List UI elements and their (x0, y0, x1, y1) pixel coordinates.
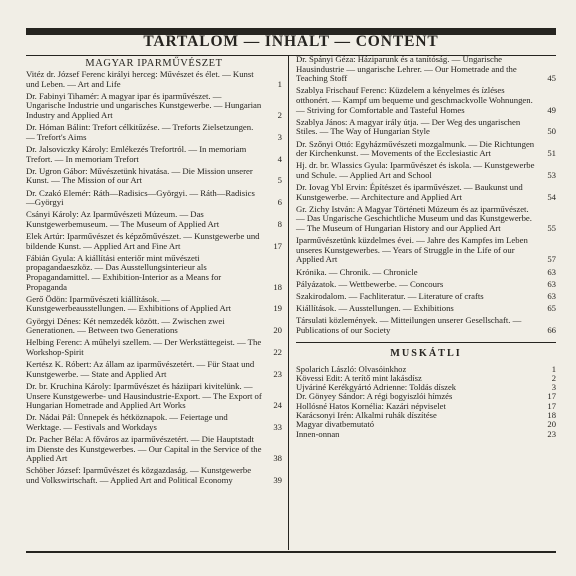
right-entries (296, 55, 556, 336)
right-column (296, 55, 556, 439)
left-entries (26, 70, 282, 486)
entry-text: Gerő Ödön: Iparművészeti kiállítások. — Kunstgewerbeausstellungen. — Exhibitions of Applied Art (26, 293, 232, 314)
page-number: 23 (273, 368, 282, 379)
entry-text: Szakirodalom. — Fachliteratur. — Literature of crafts (296, 291, 484, 301)
toc-entry[interactable] (296, 205, 556, 234)
entry-text: Szablya Frischauf Ferenc: Küzdelem a kényelmes és ízléses otthonért. — Kampf um bequeme und geschmackvolle Wohnungen. — Striving for Comfortable and Tasteful Homes (296, 85, 533, 115)
entry-text: Dr. Czakó Elemér: Ráth—Radisics—Györgyi. — Ráth—Radisics—Györgyi (26, 187, 255, 208)
entry-text: Dr. Jalsoviczky Károly: Emlékezés Trefortról. — In memoriam Trefort. — In memoriam Trefort (26, 143, 247, 164)
page-number: 5 (277, 175, 282, 186)
toc-entry[interactable] (26, 360, 282, 379)
page-number: 18 (273, 281, 282, 292)
page-number: 2 (277, 109, 282, 120)
entry-text: Vitéz dr. József Ferenc királyi herceg: Művészet és élet. — Kunst und Leben. — Art and Life (26, 69, 254, 89)
page-number: 1 (551, 363, 556, 374)
page-number: 53 (547, 169, 556, 180)
entry-text: Dr. Ugron Gábor: Művészetünk hivatása. — Die Mission unserer Kunst. — The Mission of our Art (26, 165, 253, 186)
toc-entry[interactable] (26, 382, 282, 411)
toc-entry[interactable] (296, 292, 556, 302)
page-number: 66 (547, 324, 556, 335)
page-number: 51 (547, 148, 556, 159)
entry-text: Csányi Károly: Az Iparművészeti Múzeum. — Das Kunstgewerbemuseum. — The Museum of Applied Art (26, 209, 220, 229)
toc-entry[interactable] (26, 413, 282, 432)
toc-entry[interactable] (26, 210, 282, 229)
toc-entry[interactable] (26, 70, 282, 89)
page-number: 39 (273, 475, 282, 486)
page-number: 17 (547, 400, 556, 411)
entry-text: Dr. Hóman Bálint: Trefort célkitűzése. — Treforts Zielsetzungen. — Trefort's Aims (26, 122, 254, 142)
page-number: 3 (277, 131, 282, 142)
muskatli-list (296, 365, 556, 439)
page-number: 63 (547, 291, 556, 301)
page-number: 65 (547, 303, 556, 314)
toc-entry[interactable] (296, 316, 556, 335)
entry-text: Schöber József: Iparművészet és közgazdaság. — Kunstgewerbe und Volkswirtschaft. — Applied Art and Political Economy (26, 465, 252, 486)
page-number: 20 (273, 325, 282, 336)
toc-entry[interactable] (296, 140, 556, 159)
toc-entry[interactable] (296, 268, 556, 278)
entry-text: Szablya János: A magyar irály útja. — Der Weg des ungarischen Stiles. — The Way of Hungarian Style (296, 116, 521, 137)
entry-text: Dr. Fabinyi Tihamér: A magyar ipar és iparművészet. — Ungarische Industrie und ungarisches Kunstgewerbe. — Hungarian Industry and Applied Art (26, 90, 262, 120)
page-number: 50 (547, 126, 556, 137)
page-number: 63 (547, 278, 556, 289)
entry-text: Dr. Gönyey Sándor: A régi bogyiszlói hímzés (296, 391, 453, 402)
section-title-muskatli: MUSKÁTLI (390, 347, 462, 359)
toc-entry[interactable] (26, 123, 282, 142)
toc-entry[interactable] (26, 295, 282, 314)
entry-text: Helbing Ferenc: A műhelyi szellem. — Der Werkstättegeist. — The Workshop-Spirit (26, 337, 262, 357)
toc-entry[interactable] (26, 232, 282, 251)
page-number: 24 (273, 400, 282, 411)
entry-text: Krónika. — Chronik. — Chronicle (296, 266, 418, 277)
entry-text: Elek Artúr: Iparművészet és képzőművészet. — Kunstgewerbe und bildende Kunst. — Applied Art and Fine Art (26, 231, 260, 251)
entry-text: Dr. Spányi Géza: Háziparunk és a tanítóság. — Ungarische Hausindustrie — ungarische Lehrer. — Our Hometrade and the Teaching Stoff (296, 54, 517, 84)
toc-entry[interactable] (26, 189, 282, 208)
page-number: 49 (547, 104, 556, 115)
page-number: 18 (547, 410, 556, 421)
toc-entry[interactable] (26, 435, 282, 464)
page-number: 23 (547, 428, 556, 439)
entry-text: Dr. Iovag Ybl Ervin: Építészet és iparművészet. — Baukunst und Kunstgewerbe. — Architecture and Applied Art (296, 182, 523, 202)
toc-entry[interactable] (296, 183, 556, 202)
entry-text: Dr. Szőnyi Ottó: Egyházművészeti mozgalmunk. — Die Richtungen der Kirchenkunst. — Movements of the Ecclesiastic Art (296, 138, 535, 159)
toc-entry[interactable] (296, 161, 556, 180)
entry-text: Fábián Gyula: A kiállítási enteriőr mint művészeti propagandaeszköz. — Das Ausstellungsinterieur als Propagandamittel. — Exhibition-Interior as a Means for Propaganda (26, 252, 222, 292)
entry-text: Dr. Nádai Pál: Ünnepek és hétköznapok. — Feiertage und Werktage. — Festivals and Workdays (26, 412, 228, 432)
page-number: 38 (273, 453, 282, 464)
toc-entry[interactable] (26, 145, 282, 164)
page-number: 33 (273, 421, 282, 432)
page-number: 1 (277, 78, 282, 89)
entry-text: Spolarich László: Olvasóinkhoz (296, 363, 407, 374)
entry-text: Dr. Pacher Béla: A főváros az iparművészetért. — Die Hauptstadt im Dienste des Kunstgewerbes. — Our Capital in the Service of the Applied Art (26, 434, 262, 464)
entry-text: Ujváriné Kerékgyártó Adrienne: Toldás díszek (296, 382, 457, 393)
column-separator (288, 56, 289, 550)
toc-entry[interactable] (296, 236, 556, 265)
page-number: 45 (547, 73, 556, 84)
entry-text: Pályázatok. — Wettbewerbe. — Concours (296, 278, 444, 289)
toc-page (26, 0, 556, 576)
toc-entry[interactable] (26, 254, 282, 292)
toc-entry[interactable] (296, 55, 556, 84)
toc-entry[interactable] (26, 317, 282, 336)
entry-text: Kertész K. Róbert: Az állam az iparművészetért. — Für Staat und Kunstgewerbe. — State and Applied Art (26, 359, 255, 379)
page-number: 54 (547, 191, 556, 202)
entry-text: Karácsonyi Irén: Alkalmi ruhák díszítése (296, 410, 437, 421)
page-title: TARTALOM — INHALT — CONTENT (143, 33, 439, 50)
toc-entry[interactable] (296, 86, 556, 115)
page-number: 8 (277, 218, 282, 229)
entry-text: Társulati közlemények. — Mitteilungen unserer Gesellschaft. — Publications of our Society (296, 315, 522, 335)
page-number: 17 (273, 240, 282, 251)
toc-entry[interactable] (26, 338, 282, 357)
entry-text: Györgyi Dénes: Két nemzedék között. — Zwischen zwei Generationen. — Between two Generations (26, 315, 225, 336)
toc-entry[interactable] (26, 92, 282, 121)
page-number: 63 (547, 266, 556, 277)
toc-entry[interactable] (296, 304, 556, 314)
page-number: 17 (547, 391, 556, 402)
entry-text: Hj. dr. br. Wlassics Gyula: Iparművészet és iskola. — Kunstgewerbe und Schule. — Applied Art and School (296, 160, 535, 180)
entry-text: Magyar divatbemutató (296, 419, 375, 430)
entry-text: Innen-onnan (296, 428, 340, 439)
entry-text: Dr. br. Kruchina Károly: Iparművészet és háziipari kivitelünk. — Unsere Kunstgewerbe- und Hausindustrie-Export. — The Export of Hungarian Hometrade and Applied Art Works (26, 380, 262, 411)
toc-entry[interactable] (296, 118, 556, 137)
page-number: 6 (277, 197, 282, 208)
section-divider (296, 342, 556, 343)
page-number: 22 (273, 346, 282, 357)
toc-entry[interactable] (26, 167, 282, 186)
left-column (26, 57, 282, 488)
page-number: 3 (551, 382, 556, 393)
page-number: 4 (277, 153, 282, 164)
entry-text: Iparművészetünk küzdelmes évei. — Jahre des Kampfes im Leben unseres Kunstgewerbes. — Years of Struggle in the Life of our Applied Art (296, 235, 528, 265)
page-number: 20 (547, 419, 556, 430)
list-item[interactable] (296, 430, 556, 439)
entry-text: Kiállítások. — Ausstellungen. — Exhibitions (296, 303, 454, 314)
toc-entry[interactable] (296, 280, 556, 290)
entry-text: Gr. Zichy István: A Magyar Történeti Múzeum és az iparművészet. — Das Ungarische Geschichtliche Museum und das Kunstgewerbe. — The Museum of Hungarian History and our Applied Art (296, 203, 532, 234)
page-number: 57 (547, 254, 556, 265)
toc-entry[interactable] (26, 466, 282, 485)
entry-text: Kövessi Edit: A terítő mint lakásdísz (296, 372, 422, 383)
page-number: 19 (273, 303, 282, 314)
entry-text: Hollósné Hatos Kornélia: Kazári népviselet (296, 400, 446, 411)
page-number: 55 (547, 223, 556, 234)
page-number: 2 (551, 372, 556, 383)
bottom-rule (26, 551, 556, 553)
section-title-magyar-iparmuveszet: MAGYAR IPARMŰVÉSZET (85, 58, 223, 69)
